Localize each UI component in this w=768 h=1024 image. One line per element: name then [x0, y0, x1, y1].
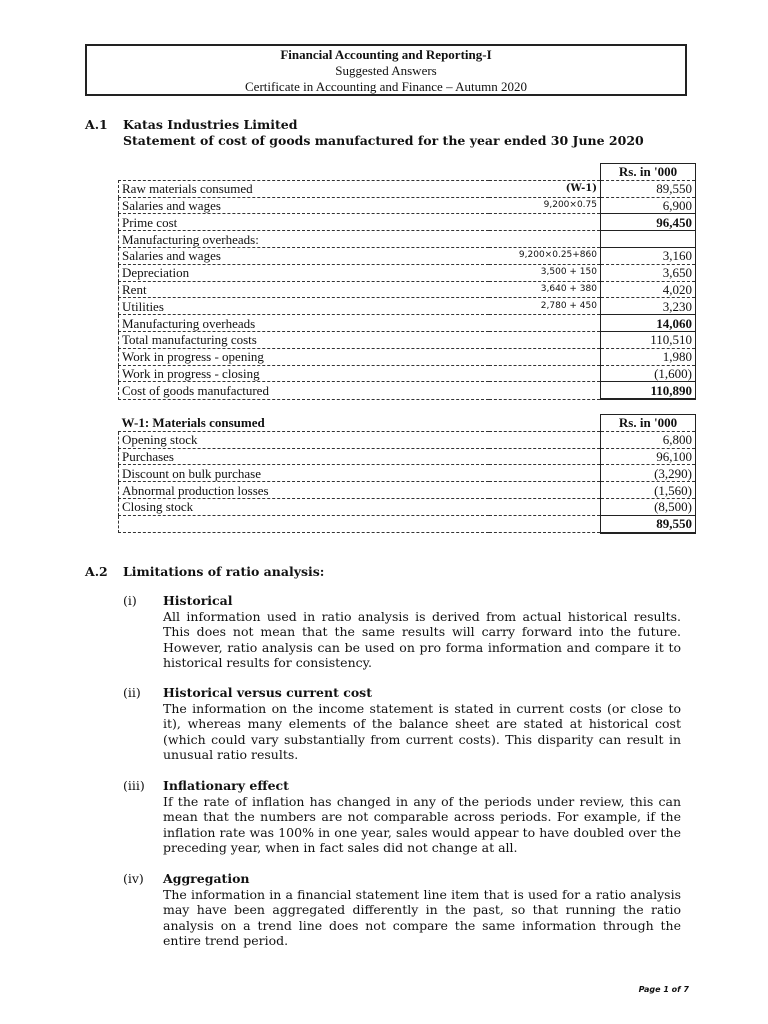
table-row: [119, 431, 696, 448]
table-row: [119, 498, 696, 515]
limitation-item: [163, 778, 681, 856]
row-label: Work in progress - opening: [119, 348, 490, 365]
row-value: 14,060: [601, 315, 696, 332]
item-number: (ii): [123, 685, 141, 700]
row-calc: [489, 331, 601, 348]
table-header-row: [119, 164, 696, 181]
w1-title: W-1: Materials consumed: [119, 415, 490, 432]
table-row: [119, 180, 696, 197]
row-calc: [489, 365, 601, 382]
row-value: 110,510: [601, 331, 696, 348]
row-label: Prime cost: [119, 214, 490, 231]
row-value: 6,900: [601, 197, 696, 214]
item-heading: Inflationary effect: [163, 778, 289, 793]
column-header: Rs. in '000: [601, 415, 696, 432]
row-calc: (W-1): [489, 180, 601, 197]
row-label: Discount on bulk purchase: [119, 465, 490, 482]
limitation-item: [163, 871, 681, 949]
row-label: Manufacturing overheads:: [119, 231, 490, 248]
table-total-row: [119, 515, 696, 532]
row-value: 4,020: [601, 281, 696, 298]
item-number: (iv): [123, 871, 144, 886]
row-calc: [489, 214, 601, 231]
row-label: Opening stock: [119, 431, 490, 448]
document-header: [85, 44, 687, 96]
row-value: 6,800: [601, 431, 696, 448]
row-value: (3,290): [601, 465, 696, 482]
table-row: [119, 214, 696, 231]
row-calc: 9,200×0.75: [489, 197, 601, 214]
a1-statement-title: Statement of cost of goods manufactured for the year ended 30 June 2020: [123, 133, 644, 148]
column-header: Rs. in '000: [601, 164, 696, 181]
table-row: [119, 315, 696, 332]
page-number: Page 1 of 7: [638, 985, 689, 994]
row-calc: 2,780 + 450: [489, 298, 601, 315]
table-row: [119, 348, 696, 365]
row-value: (8,500): [601, 498, 696, 515]
table-header-row: [119, 415, 696, 432]
row-label: Salaries and wages: [119, 197, 490, 214]
item-text: The information in a financial statement line item that is used for a ratio analysis may have been aggregated differently in the past, so that running the ratio analysis on a trend line does not compare the same information through the entire trend period.: [163, 886, 681, 949]
a2-number: A.2: [85, 564, 108, 579]
row-label: Depreciation: [119, 264, 490, 281]
row-value: (1,560): [601, 482, 696, 499]
table-row: [119, 298, 696, 315]
row-calc: 3,500 + 150: [489, 264, 601, 281]
row-value: 96,450: [601, 214, 696, 231]
w1-total: 89,550: [601, 515, 696, 532]
header-exam: Certificate in Accounting and Finance – Autumn 2020: [245, 79, 527, 94]
a1-company: Katas Industries Limited: [123, 117, 298, 132]
row-label: Rent: [119, 281, 490, 298]
row-value: 3,650: [601, 264, 696, 281]
limitation-item: [163, 593, 681, 671]
table-row: [119, 247, 696, 264]
a1-number: A.1: [85, 117, 108, 132]
item-heading: Historical versus current cost: [163, 685, 372, 700]
item-number: (iii): [123, 778, 145, 793]
row-calc: [489, 231, 601, 248]
a2-title: Limitations of ratio analysis:: [123, 564, 325, 579]
item-text: All information used in ratio analysis is derived from actual historical results. This does not mean that the same results will carry forward into the future. However, ratio analysis can be used on pro forma information and compare it to historical results for consistency.: [163, 608, 681, 671]
row-label: Purchases: [119, 448, 490, 465]
row-calc: 3,640 + 380: [489, 281, 601, 298]
item-text: If the rate of inflation has changed in any of the periods under review, this can mean that the numbers are not comparable across periods. For example, if the inflation rate was 100% in one year, sales would appear to have doubled over the preceding year, when in fact sales did not change at all.: [163, 793, 681, 856]
row-label: Cost of goods manufactured: [119, 382, 490, 399]
row-value: 89,550: [601, 180, 696, 197]
row-calc: [489, 315, 601, 332]
row-value: 1,980: [601, 348, 696, 365]
item-text: The information on the income statement is stated in current costs (or close to it), whereas many elements of the balance sheet are stated at historical cost (which could vary substantially from current costs). This disparity can result in unusual ratio results.: [163, 700, 681, 763]
row-label: Salaries and wages: [119, 247, 490, 264]
table-row: [119, 331, 696, 348]
row-label: Work in progress - closing: [119, 365, 490, 382]
row-calc: [489, 382, 601, 399]
row-label: Abnormal production losses: [119, 482, 490, 499]
item-heading: Aggregation: [163, 871, 250, 886]
row-value: 96,100: [601, 448, 696, 465]
cogs-statement-table: [118, 163, 696, 400]
table-row: [119, 231, 696, 248]
w1-materials-table: [118, 414, 696, 534]
row-label: Closing stock: [119, 498, 490, 515]
row-calc: [489, 348, 601, 365]
table-row: [119, 382, 696, 399]
row-value: (1,600): [601, 365, 696, 382]
row-value: 3,230: [601, 298, 696, 315]
table-row: [119, 448, 696, 465]
item-heading: Historical: [163, 593, 233, 608]
row-label: Manufacturing overheads: [119, 315, 490, 332]
table-row: [119, 197, 696, 214]
item-number: (i): [123, 593, 137, 608]
row-label: Total manufacturing costs: [119, 331, 490, 348]
row-calc: 9,200×0.25+860: [489, 247, 601, 264]
row-value: 110,890: [601, 382, 696, 399]
table-row: [119, 264, 696, 281]
table-row: [119, 281, 696, 298]
limitation-item: [163, 685, 681, 763]
table-row: [119, 482, 696, 499]
table-row: [119, 465, 696, 482]
row-label: Raw materials consumed: [119, 180, 490, 197]
header-subtitle: Suggested Answers: [335, 63, 437, 78]
row-value: 3,160: [601, 247, 696, 264]
row-value: [601, 231, 696, 248]
row-label: Utilities: [119, 298, 490, 315]
table-row: [119, 365, 696, 382]
header-title: Financial Accounting and Reporting-I: [280, 47, 492, 62]
